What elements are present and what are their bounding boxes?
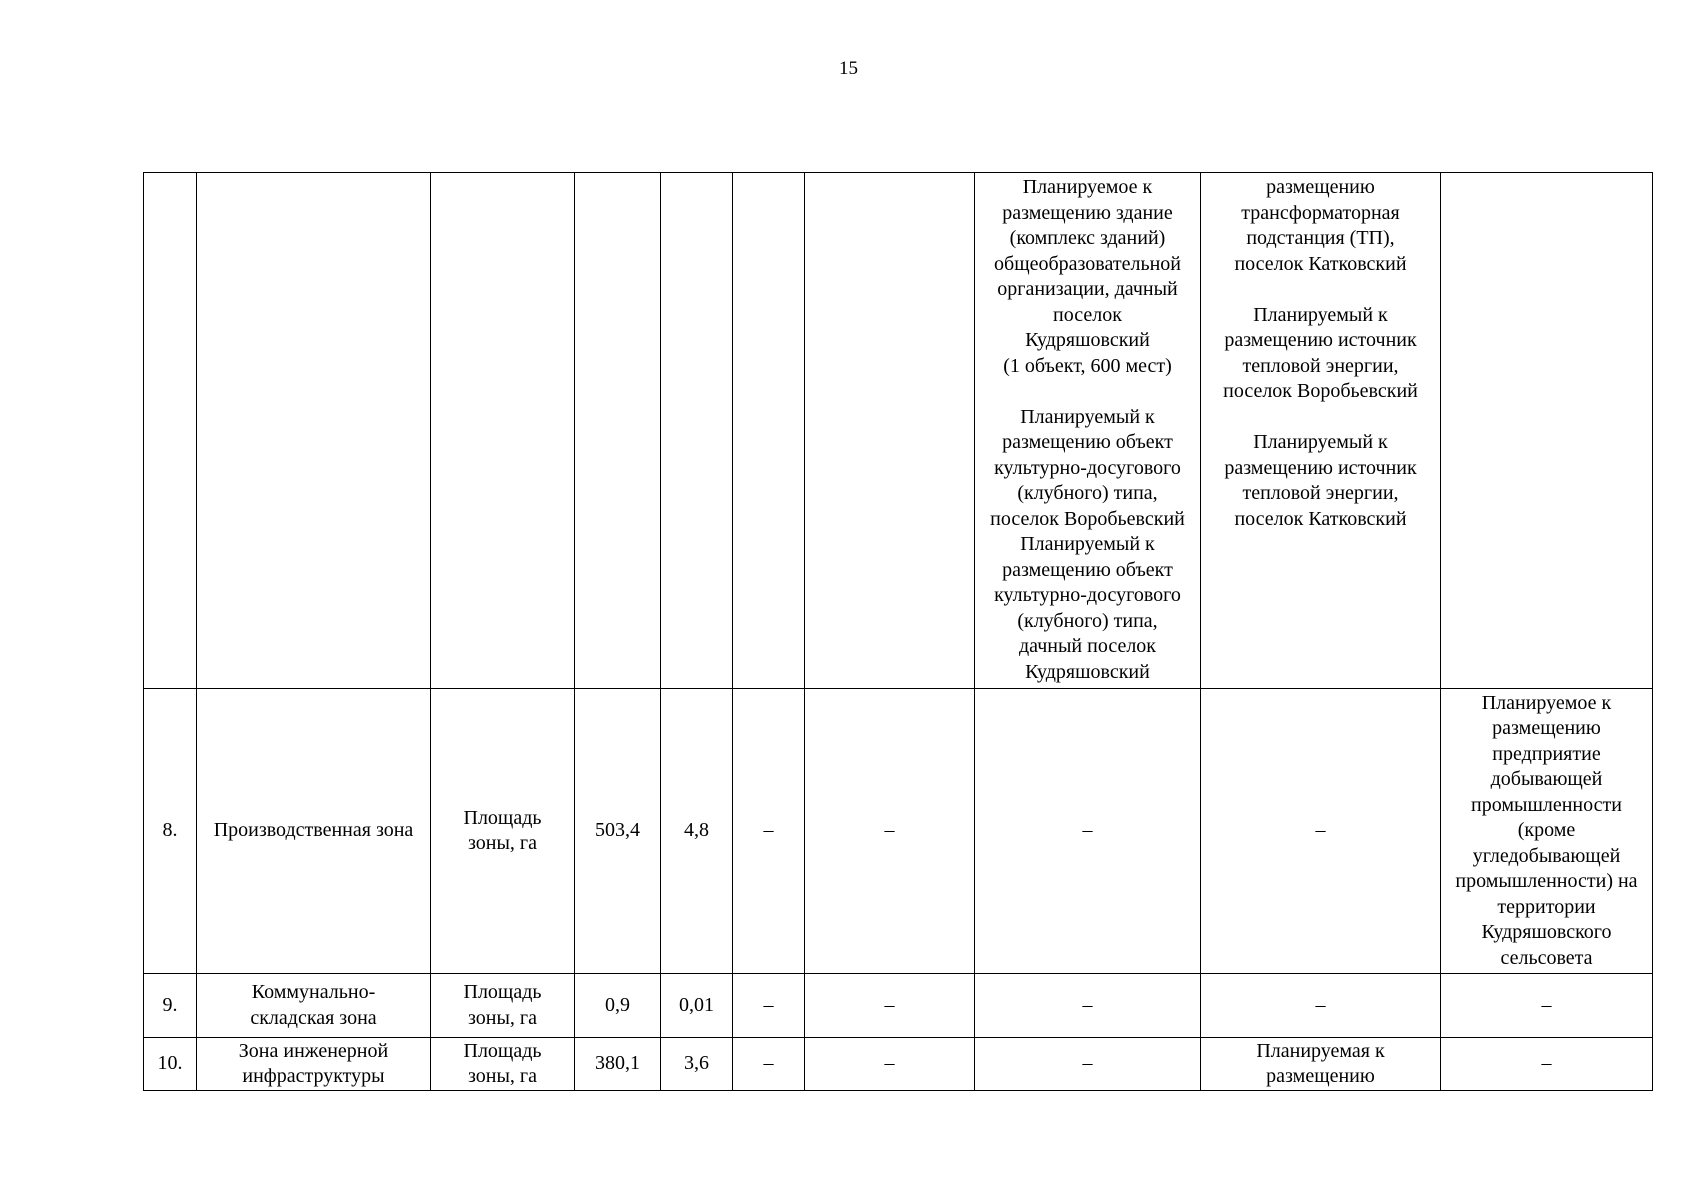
cell-value2: 0,01: [661, 974, 733, 1038]
cell-planned-utility-objects: размещению трансформаторная подстанция (ТП), поселок Катковский Планируемый к размещению источник тепловой энергии, поселок Воробьевский Планируемый к размещению источник тепловой энергии, поселок Катковский: [1201, 173, 1441, 689]
cell-num: 9.: [144, 974, 197, 1038]
cell-col8: –: [975, 974, 1201, 1038]
cell-indicator: Площадь зоны, га: [431, 1038, 575, 1091]
cell-value2: 3,6: [661, 1038, 733, 1091]
cell-value2: 4,8: [661, 689, 733, 974]
cell-col7: –: [805, 1038, 975, 1091]
cell-col9: Планируемая к размещению: [1201, 1038, 1441, 1091]
table-row: [144, 1038, 1653, 1091]
cell-col8: –: [975, 1038, 1201, 1091]
cell-num: 8.: [144, 689, 197, 974]
cell-col10: [1441, 173, 1653, 689]
cell-value1: 503,4: [575, 689, 661, 974]
cell-zone: Коммунально- складская зона: [197, 974, 431, 1038]
table-row: [144, 974, 1653, 1038]
cell-col9: –: [1201, 974, 1441, 1038]
cell-col7: –: [805, 974, 975, 1038]
cell-value1: 380,1: [575, 1038, 661, 1091]
cell-col10: –: [1441, 974, 1653, 1038]
cell-value1: [575, 173, 661, 689]
cell-col6: –: [733, 689, 805, 974]
cell-num: [144, 173, 197, 689]
cell-col7: [805, 173, 975, 689]
cell-col7: –: [805, 689, 975, 974]
cell-col6: –: [733, 974, 805, 1038]
cell-zone: Зона инженерной инфраструктуры: [197, 1038, 431, 1091]
cell-col6: [733, 173, 805, 689]
cell-col8: –: [975, 689, 1201, 974]
cell-num: 10.: [144, 1038, 197, 1091]
cell-indicator: Площадь зоны, га: [431, 974, 575, 1038]
cell-col10: Планируемое к размещению предприятие добывающей промышленности (кроме угледобывающей промышленности) на территории Кудряшовского сельсовета: [1441, 689, 1653, 974]
cell-col6: –: [733, 1038, 805, 1091]
cell-value1: 0,9: [575, 974, 661, 1038]
cell-indicator: Площадь зоны, га: [431, 689, 575, 974]
cell-zone: Производственная зона: [197, 689, 431, 974]
page-number: 15: [839, 58, 858, 79]
table-row: [144, 689, 1653, 974]
table-row-continuation: [144, 173, 1653, 689]
cell-indicator: [431, 173, 575, 689]
cell-value2: [661, 173, 733, 689]
cell-zone: [197, 173, 431, 689]
cell-col9: –: [1201, 689, 1441, 974]
cell-col10: –: [1441, 1038, 1653, 1091]
cell-planned-social-objects: Планируемое к размещению здание (комплекс зданий) общеобразовательной организации, дачный поселок Кудряшовский (1 объект, 600 мест) Планируемый к размещению объект культурно-досугового (клубного) типа, поселок Воробьевский Планируемый к размещению объект культурно-досугового (клубного) типа, дачный поселок Кудряшовский: [975, 173, 1201, 689]
zones-table: [143, 172, 1653, 1091]
